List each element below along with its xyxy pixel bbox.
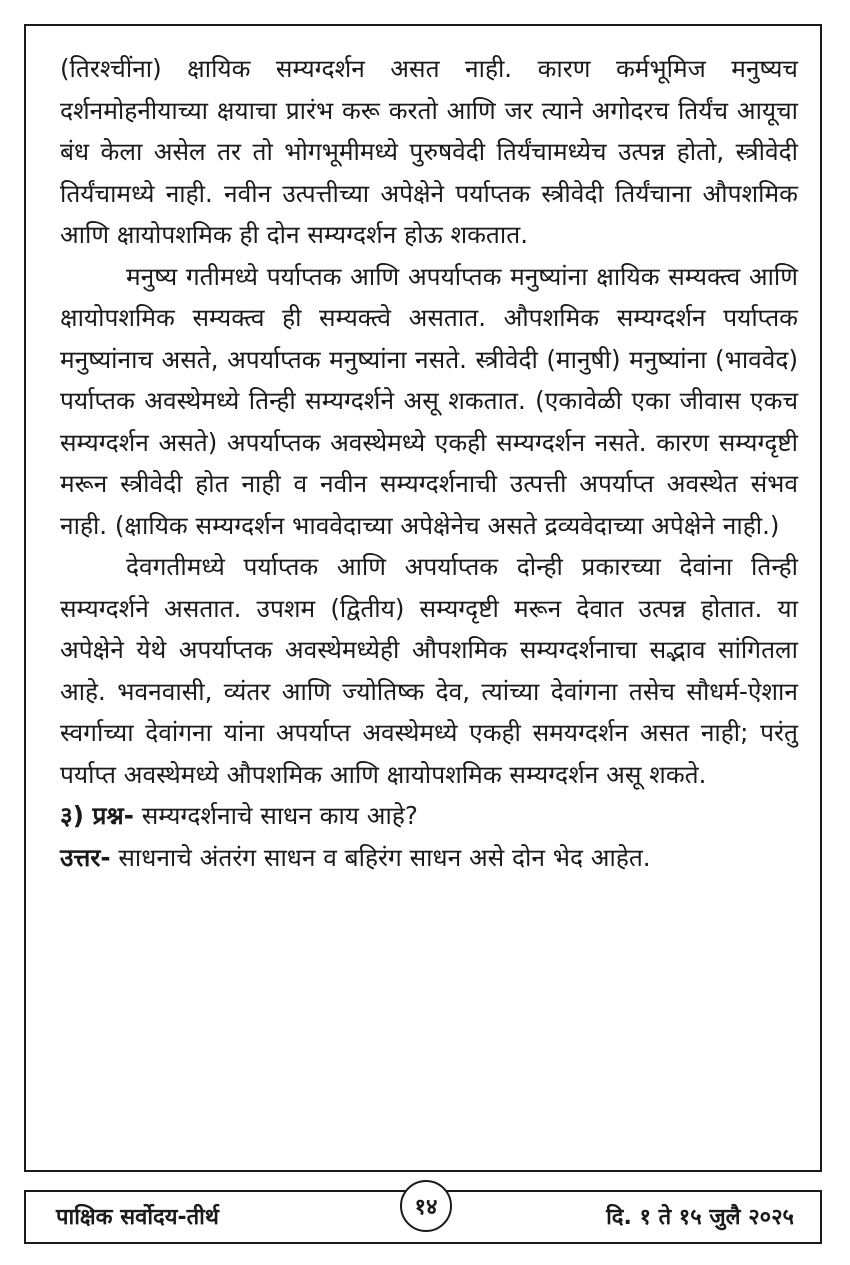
body-text bbox=[60, 48, 798, 878]
paragraph-tiryanch: (तिरश्चींना) क्षायिक सम्यग्दर्शन असत नाही. कारण कर्मभूमिज मनुष्यच दर्शनमोहनीयाच्या क्षयाचा प्रारंभ करू करतो आणि जर त्याने अगोदरच तिर्यंच आयूचा बंध केला असेल तर तो भोगभूमीमध्ये पुरुषवेदी तिर्यंचामध्येच उत्पन्न होतो, स्त्रीवेदी तिर्यंचामध्ये नाही. नवीन उत्पत्तीच्या अपेक्षेने पर्याप्तक स्त्रीवेदी तिर्यंचाना औपशमिक आणि क्षायोपशमिक ही दोन सम्यग्दर्शन होऊ शकतात. bbox=[60, 54, 798, 249]
paragraph-manushya: मनुष्य गतीमध्ये पर्याप्तक आणि अपर्याप्तक मनुष्यांना क्षायिक सम्यक्त्व आणि क्षायोपशमिक सम्यक्त्व ही सम्यक्त्वे असतात. औपशमिक सम्यग्दर्शन पर्याप्तक मनुष्यांनाच असते, अपर्याप्तक मनुष्यांना नसते. स्त्रीवेदी (मानुषी) मनुष्यांना (भाववेद) पर्याप्तक अवस्थेमध्ये तिन्ही सम्यग्दर्शने असू शकतात. (एकावेळी एका जीवास एकच सम्यग्दर्शन असते) अपर्याप्तक अवस्थेमध्ये एकही सम्यग्दर्शन नसते. कारण सम्यग्दृष्टी मरून स्त्रीवेदी होत नाही व नवीन सम्यग्दर्शनाची उत्पत्ती अपर्याप्त अवस्थेत संभव नाही. (क्षायिक सम्यग्दर्शन भाववेदाच्या अपेक्षेनेच असते द्रव्यवेदाच्या अपेक्षेने नाही.) bbox=[60, 261, 798, 540]
question-label: ३) प्रश्न- bbox=[60, 801, 134, 830]
issue-date: दि. १ ते १५ जुलै २०२५ bbox=[606, 1205, 794, 1230]
answer-text: साधनाचे अंतरंग साधन व बहिरंग साधन असे दोन भेद आहेत. bbox=[118, 842, 651, 872]
answer-label: उत्तर- bbox=[60, 842, 111, 872]
content-frame bbox=[24, 24, 822, 1172]
question-text: सम्यग्दर्शनाचे साधन काय आहे? bbox=[141, 801, 418, 830]
page-footer bbox=[24, 1190, 822, 1244]
page-number: १४ bbox=[400, 1180, 452, 1232]
answer bbox=[60, 837, 798, 879]
publication-name: पाक्षिक सर्वोदय-तीर्थ bbox=[56, 1205, 219, 1230]
question bbox=[60, 795, 798, 837]
paragraph-devgati: देवगतीमध्ये पर्याप्तक आणि अपर्याप्तक दोन्ही प्रकारच्या देवांना तिन्ही सम्यग्दर्शने असतात. उपशम (द्वितीय) सम्यग्दृष्टी मरून देवात उत्पन्न होतात. या अपेक्षेने येथे अपर्याप्तक अवस्थेमध्येही औपशमिक सम्यग्दर्शनाचा सद्भाव सांगितला आहे. भवनवासी, व्यंतर आणि ज्योतिष्क देव, त्यांच्या देवांगना तसेच सौधर्म-ऐशान स्वर्गाच्या देवांगना यांना अपर्याप्त अवस्थेमध्ये एकही समयग्दर्शन असत नाही; परंतु पर्याप्त अवस्थेमध्ये औपशमिक आणि क्षायोपशमिक सम्यग्दर्शन असू शकते. bbox=[60, 552, 798, 789]
